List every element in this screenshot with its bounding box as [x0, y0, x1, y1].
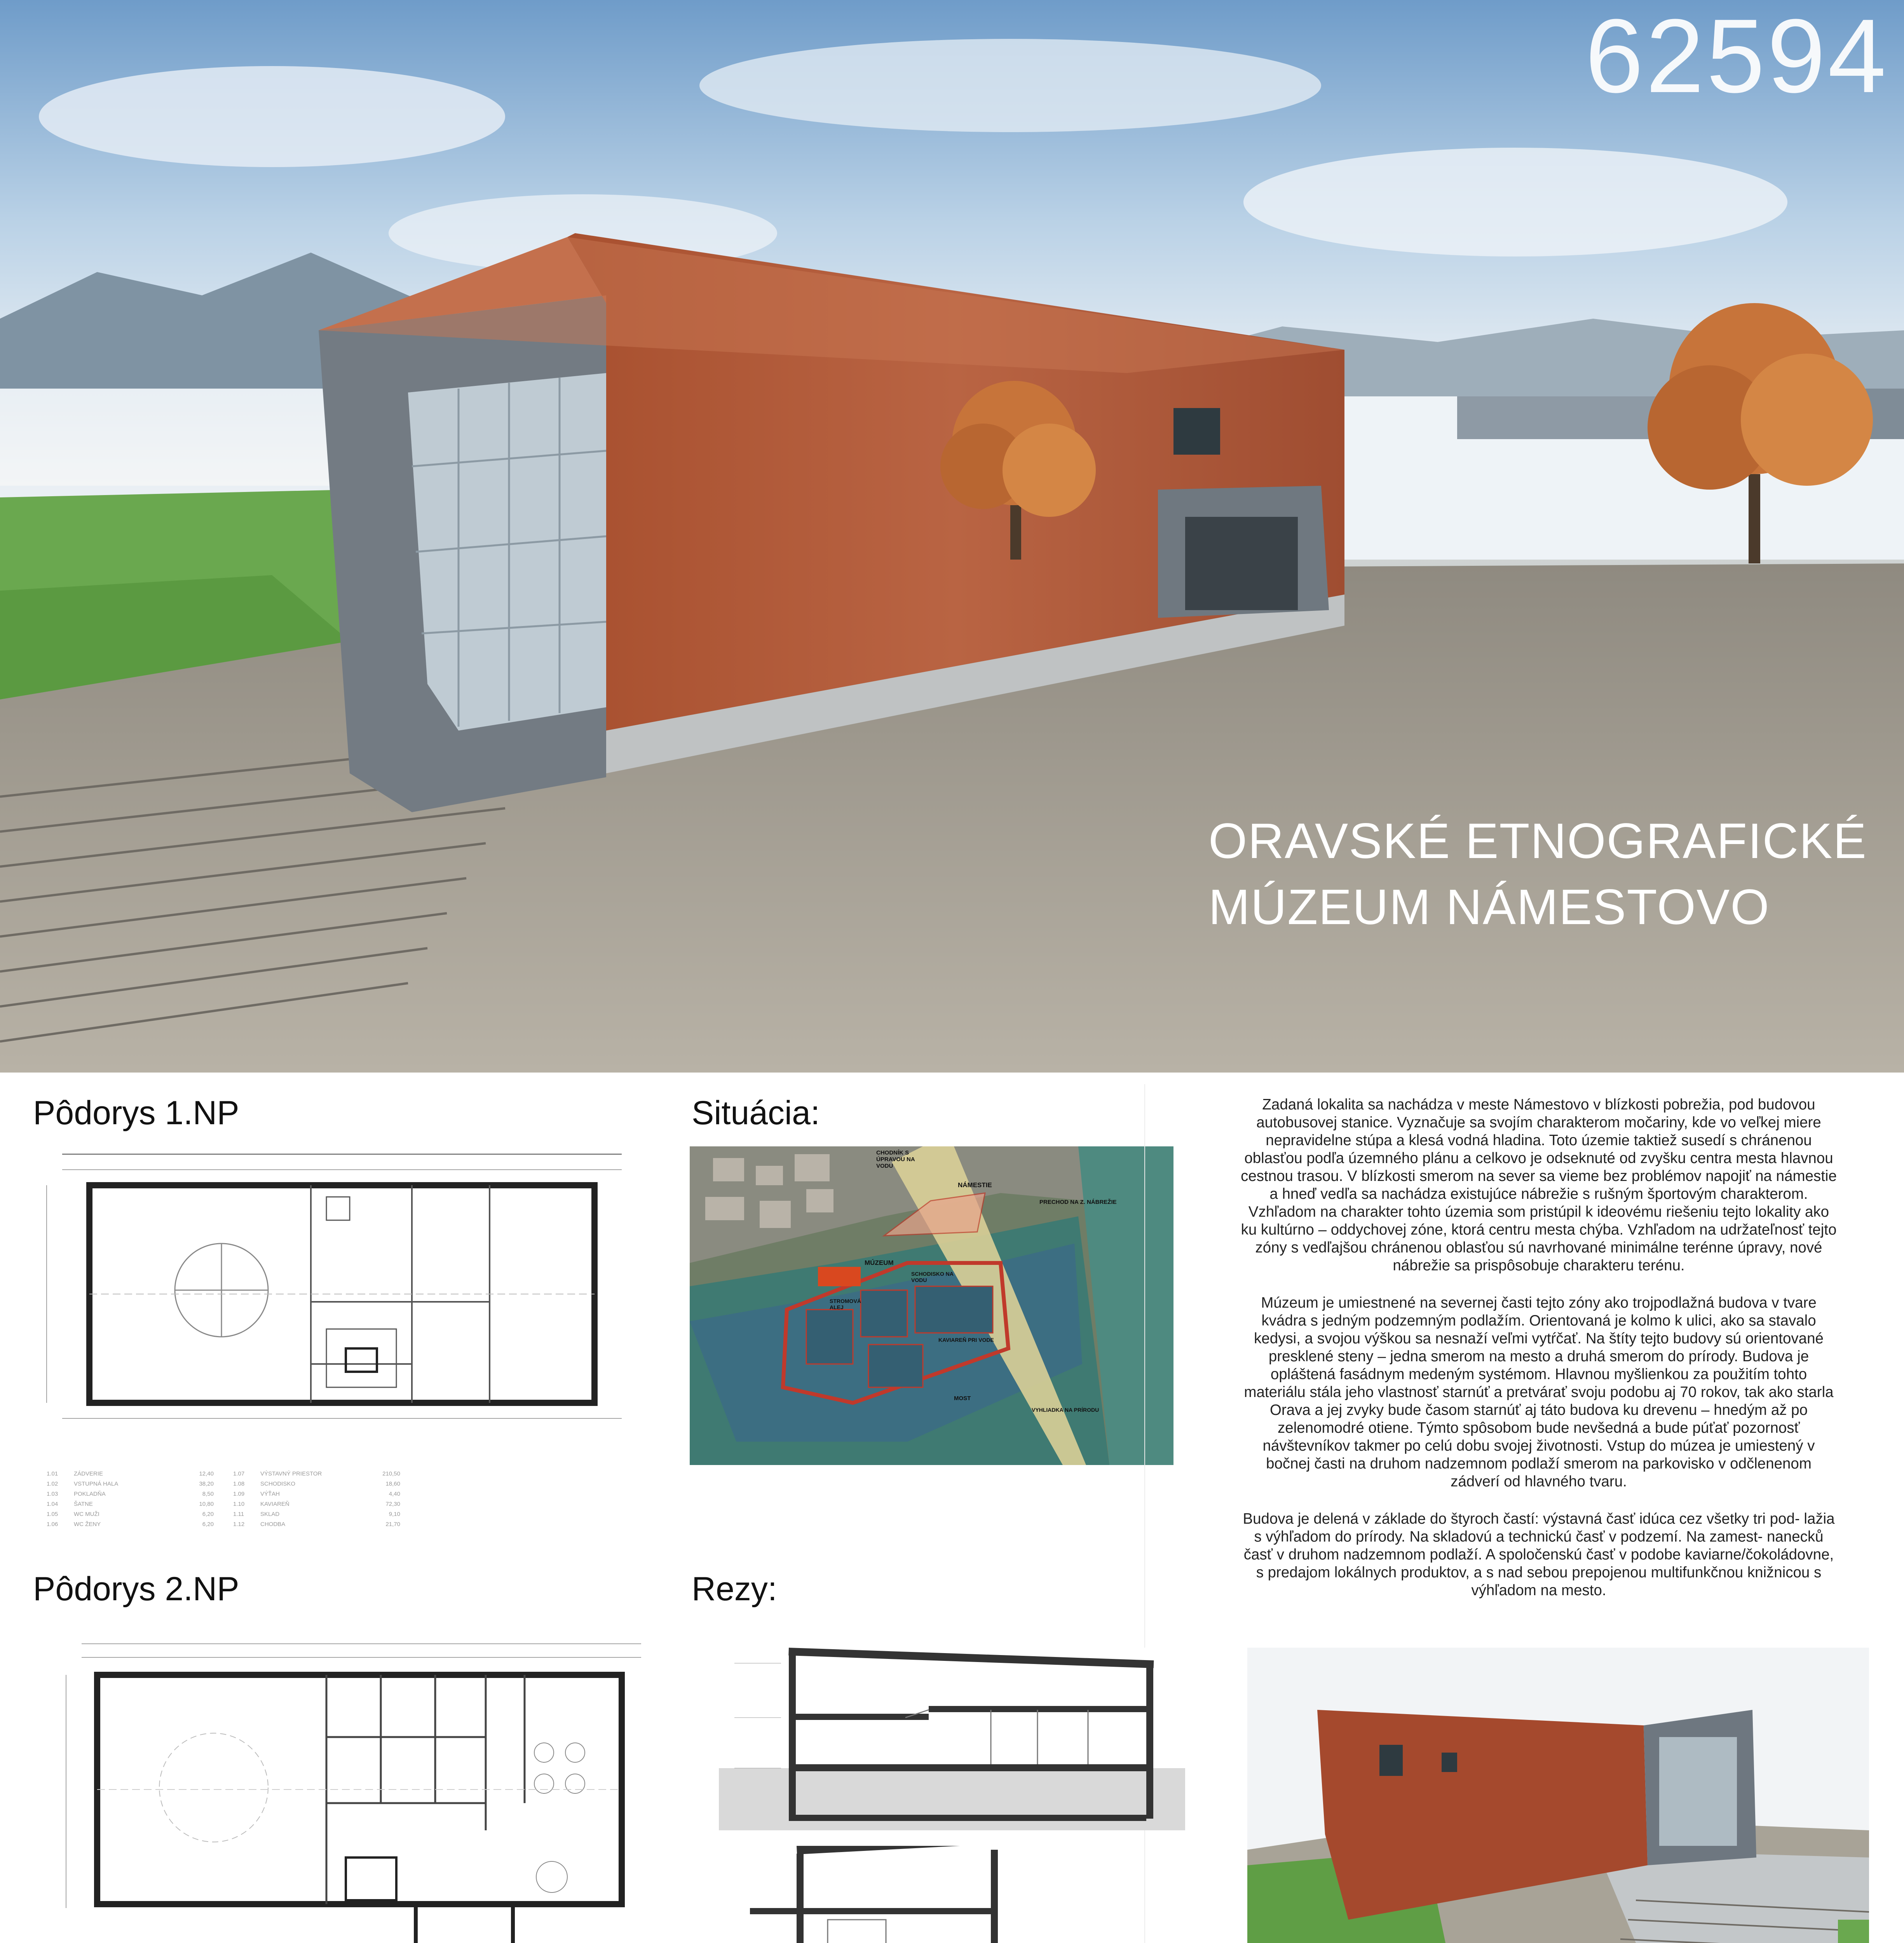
legend-row: 1.02 VSTUPNÁ HALA 38,20	[47, 1481, 214, 1487]
description-paragraph-3: Budova je delená v základe do štyroch častí: výstavná časť idúca cez všetky tri pod- lažia s výhľadom do prírody. Na skladovú a technickú časť v podzemí. Na zamest- nanecků časť v druhom nadzemnom podlaží. A spoločenskú časť v podobe kaviarne/čokoládovne, s predajom lokálnych produktov, a s nad sebou prepojenou multifunkčnou knižnicou s výhľadom na mesto.	[1243, 1510, 1835, 1599]
legend-row: 1.05 WC MUŽI 6,20	[47, 1511, 214, 1517]
project-title-line1: ORAVSKÉ ETNOGRAFICKÉ	[1208, 813, 1867, 869]
map-label-promenade: PRECHOD NA Z. NÁBREŽIE	[1039, 1199, 1117, 1205]
description-paragraph-2: Múzeum je umiestnené na severnej časti tejto zóny ako trojpodlažná budova v tvare kvádra s jedným podzemným podlažím. Orientovaná je kolmo k ulici, ako sa stavalo kedysi, a svojou výškou sa nesnaží veľmi vytŕčať. Na štíty tejto budovy sú orientované presklené steny – jedna smerom na mesto a druhá smerom do prírody. Budova je opláštená fasádnym medeným systémom. Hlavnou myšlienkou za použitím tohto materiálu stála jeho vlastnosť starnúť a pretvárať svoju podobu aj 70 rokov, tak ako starla Orava a jej zvyky bude časom starnúť aj táto budova ku drevenu – hnedým až po zelenomodré otiene. Týmto spôsobom bude nevšedná a bude púťať pozornosť návštevníkov takmer po celú dobu svojej životnosti. Vstup do múzea je umiestený v bočnej časti na druhom nadzemnom podlaží smerom na parkovisko v odčlenenom zádverí od hlavného tvaru.	[1244, 1294, 1834, 1490]
floor-plan-1	[39, 1146, 645, 1426]
heading-floor1: Pôdorys 1.NP	[33, 1094, 239, 1132]
legend-row: 1.11 SKLAD 9,10	[233, 1511, 400, 1517]
project-title-line2: MÚZEUM NÁMESTOVO	[1208, 879, 1770, 935]
map-label-viewpoint: VYHLIADKA NA PRÍRODU	[1032, 1407, 1099, 1413]
floor-plan-2	[58, 1636, 664, 1943]
heading-situation: Situácia:	[692, 1094, 820, 1132]
window	[1173, 408, 1220, 455]
map-label-museum: MÚZEUM	[865, 1259, 894, 1266]
description-paragraph-1: Zadaná lokalita sa nachádza v meste Námestovo v blízkosti pobrežia, pod budovou autobusovej stanice. Vyznačuje sa svojím charakterom močariny, kde vo veľkej miere nepravidelne stúpa a klesá vodná hladina. Toto územie taktiež susedí s chránenou oblasťou podľa územného plánu a celkovo je odseknuté od zvyšku centra mesta hlavnou cestnou trasou. V blízkosti smerom na sever sa vieme bez problémov napojiť na námestie a hneď vedľa sa nachádza existujúce nábrežie s rušným športovým charakterom. Vzhľadom na charakter tohto územia som pristúpil k ideovému riešeniu tejto lokality ako ku kultúrno – oddychovej zóne, ktorá centru mesta chýba. Vzhľadom na udržateľnosť tejto zóny s vedľajšou chránenou oblasťou sú navrhované minimálne terénne úpravy, nové nábrežie sa prispôsobuje charakteru terénu.	[1241, 1096, 1837, 1274]
map-label-kiosk: KAVIAREŇ PRI VODE	[938, 1337, 994, 1343]
map-label-steps: SCHODISKO NA VODU	[911, 1271, 954, 1283]
legend-row: 1.07 VÝSTAVNÝ PRIESTOR 210,50	[233, 1470, 400, 1477]
legend-row: 1.04 ŠATNE 10,80	[47, 1501, 214, 1507]
legend-row: 1.08 SCHODISKO 18,60	[233, 1481, 400, 1487]
legend-row: 1.12 CHODBA 21,70	[233, 1521, 400, 1528]
section-transverse	[719, 1846, 1045, 1943]
map-label-path: CHODNÍK S ÚPRAVOU NA VODU	[876, 1149, 915, 1169]
legend-row: 1.01 ZÁDVERIE 12,40	[47, 1470, 214, 1477]
heading-floor2: Pôdorys 2.NP	[33, 1570, 239, 1608]
legend-floor1	[47, 1469, 214, 1530]
map-label-strand-alley: STROMOVÁ ALEJ	[830, 1298, 861, 1310]
museum-footprint	[818, 1267, 861, 1286]
project-description	[1240, 1096, 1838, 1619]
legend-row: 1.10 KAVIAREŇ 72,30	[233, 1501, 400, 1507]
legend-floor1-col2	[233, 1469, 400, 1530]
situation-map	[690, 1146, 1173, 1465]
heading-sections: Rezy:	[692, 1570, 777, 1608]
section-longitudinal	[719, 1648, 1185, 1830]
glass-facade	[408, 373, 606, 731]
map-label-main-square: NÁMESTIE	[958, 1181, 992, 1189]
project-title	[1208, 808, 1867, 940]
exterior-rendering-2	[1247, 1648, 1869, 1943]
legend-row: 1.09 VÝŤAH 4,40	[233, 1491, 400, 1497]
legend-row: 1.03 POKLADŇA 8,50	[47, 1491, 214, 1497]
map-label-bridge: MOST	[954, 1395, 971, 1402]
legend-row: 1.06 WC ŽENY 6,20	[47, 1521, 214, 1528]
project-number: 62594	[1585, 0, 1888, 115]
